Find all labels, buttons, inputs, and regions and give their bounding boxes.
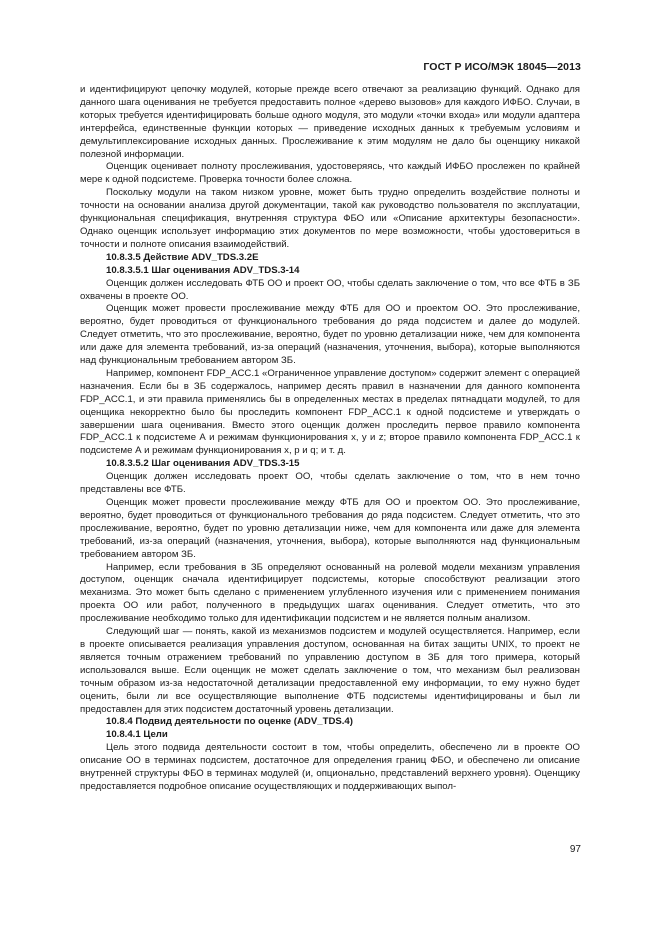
paragraph: Оценщик может провести прослеживание между ФТБ для ОО и проектом ОО. Это прослеживание, вероятно, будет проводиться от функционального требования до ряда подсистем. Следует отметить, что это прослеживание, вероятно, будет по уровню детализации ниже, чем для компонента или даже для элемента требований, из-за операций (назначения, уточнения, выбора), которые выполняются над функциональным требованием автором ЗБ. xyxy=(80,497,580,560)
paragraph: Оценщик должен исследовать проект ОО, чтобы сделать заключение о том, что в нем точно представлены все ФТБ. xyxy=(80,471,580,496)
section-heading: 10.8.3.5 Действие ADV_TDS.3.2E xyxy=(106,251,259,263)
paragraph: Оценщик должен исследовать ФТБ ОО и проект ОО, чтобы сделать заключение о том, что все ФТБ в ЗБ охвачены в проекте ОО. xyxy=(80,277,580,302)
section-heading: 10.8.4 Подвид деятельности по оценке (ADV_TDS.4) xyxy=(106,716,353,728)
paragraph: Например, если требования в ЗБ определяют основанный на ролевой модели механизм управления доступом, оценщик сначала идентифицирует подсистемы, которые способствуют реализации этого механизма. Это может быть сделано с применением углубленного изучения или с применением понимания проекта ОО или работ, полученного в предыдущих шагах оценивания. Следует отметить, что это прослеживание необходимо только для идентификации подсистем и не является полным анализом. xyxy=(80,561,580,625)
section-heading: 10.8.3.5.1 Шаг оценивания ADV_TDS.3-14 xyxy=(106,264,300,276)
paragraph: Например, компонент FDP_ACC.1 «Ограниченное управление доступом» содержит элемент с операцией назначения. Если бы в ЗБ содержалось, например десять правил в назначении для данного компонента FDP_ACC.1, и эти правила применялись бы в определенных местах в пределах пятнадцати модулей, то для оценщика некорректно было бы проследить компонент FDP_ACC.1 к одной подсистеме и утверждать о завершении шага оценивания. Вместо этого оценщик должен проследить первое правило компонента FDP_ACC.1 к подсистеме А и режимам функционирования x, y и z; второе правило компонента FDP_ACC.1 к подсистеме А и режимам функционирования x, p и q; и т. д. xyxy=(80,367,580,457)
section-heading: 10.8.3.5.2 Шаг оценивания ADV_TDS.3-15 xyxy=(106,458,300,470)
section-heading: 10.8.4.1 Цели xyxy=(106,729,168,741)
paragraph: Следующий шаг — понять, какой из механизмов подсистем и модулей осуществляется. Например, если в проекте описывается реализация управления доступом, основанная на битах защиты UNIX, то проект не является точным отражением требований по управлению доступом в ЗБ для того примера, который использовался выше. Если оценщик не может сделать заключение о том, что механизм был реализован точным образом из-за недостаточной детализации предоставленной ему информации, то ему нужно будет оценить, были ли все осуществляющие выполнение ФТБ подсистемы идентифицированы и был ли предоставлен для этих подсистем достаточный уровень детализации. xyxy=(80,626,580,715)
paragraph: и идентифицируют цепочку модулей, которые прежде всего отвечают за реализацию функций. Однако для данного шага оценивания не требуется предоставить полное «дерево вызовов» для каждого ИФБО. Случаи, в которых требуется идентифицировать больше одного модуля, это модули «точки входа» или модули адаптера интерфейса, единственные функции которых — приведение исходных данных к требуемым условиям и демультиплексирование исходных данных. Прослеживание к этим модулям не дало бы оценщику никакой полезной информации. xyxy=(80,84,580,160)
paragraph: Оценщик оценивает полноту прослеживания, удостоверяясь, что каждый ИФБО прослежен по крайней мере к одной подсистеме. Проверка точности более сложна. xyxy=(80,161,580,186)
page-number: 97 xyxy=(569,844,581,855)
document-body xyxy=(80,84,580,794)
paragraph: Оценщик может провести прослеживание между ФТБ для ОО и проектом ОО. Это прослеживание, вероятно, будет проводиться от функционального требования до ряда подсистем и далее до модулей. Следует отметить, что это прослеживание, вероятно, будет по уровню детализации ниже, чем для компонента или даже для элемента требований, из-за операций (назначения, уточнения, выбора), которые выполняются над функциональным требованием автором ЗБ. xyxy=(80,303,580,367)
page-header: ГОСТ Р ИСО/МЭК 18045—2013 xyxy=(423,61,581,73)
paragraph: Поскольку модули на таком низком уровне, может быть трудно определить воздействие полноты и точности на основании анализа другой документации, такой как руководство пользователя по эксплуатации, функциональная спецификация, внутренняя структура ФБО или «Описание архитектуры безопасности». Однако оценщик использует информацию этих документов по мере возможности, чтобы удостовериться в точности и полноте описания взаимодействий. xyxy=(80,187,580,250)
paragraph: Цель этого подвида деятельности состоит в том, чтобы определить, обеспечено ли в проекте ОО описание ОО в терминах подсистем, достаточное для определения границ ФБО, и обеспечено ли описание внутренней структуры ФБО в терминах модулей (и, опционально, представлений верхнего уровня). Оценщику предоставляется подробное описание осуществляющих и поддерживающих выпол- xyxy=(80,742,580,792)
